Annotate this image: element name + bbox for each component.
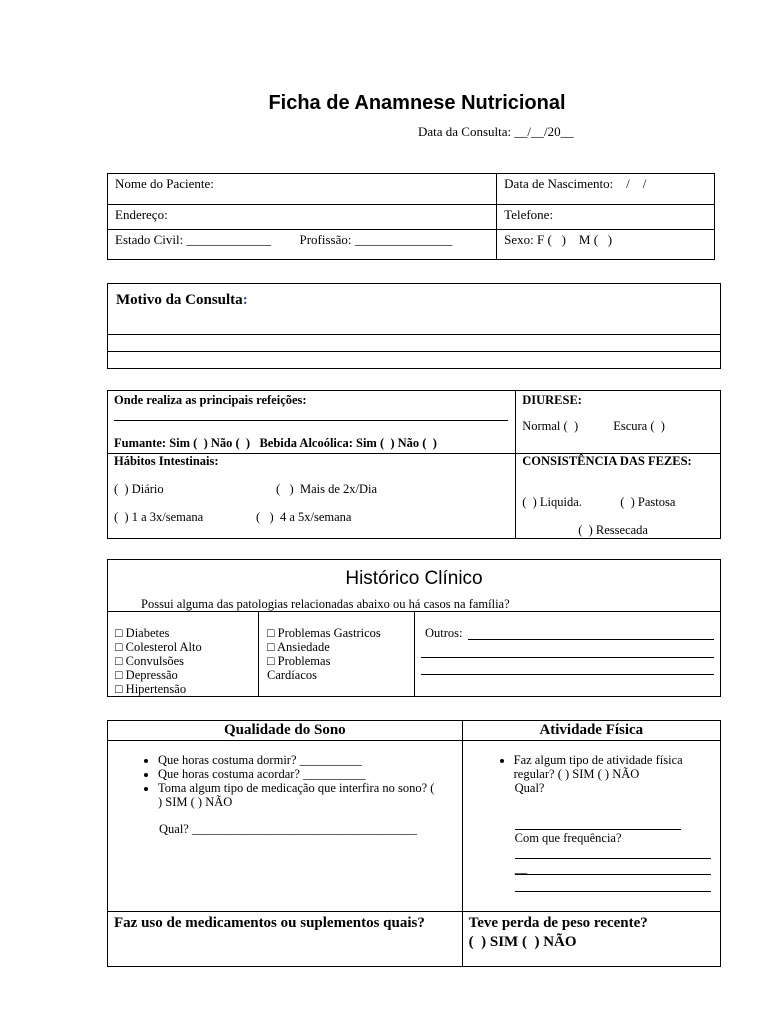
stool-title: CONSISTÊNCIA DAS FEZES: — [522, 454, 692, 468]
opt-more-than-2[interactable]: ( ) Mais de 2x/Dia — [276, 482, 378, 496]
others-line-3[interactable] — [421, 674, 714, 675]
frequency-line-3[interactable] — [515, 891, 711, 892]
meals-label: Onde realiza as principais refeições: — [114, 393, 307, 407]
motive-line-2[interactable] — [108, 352, 721, 369]
weight-loss-label: Teve perda de peso recente? — [468, 915, 648, 931]
diuresis-cell[interactable] — [516, 391, 721, 454]
address-field[interactable]: Endereço: — [108, 205, 497, 230]
profession-label: Profissão: _______________ — [299, 232, 453, 247]
stool-cell — [516, 454, 721, 539]
sleep-which[interactable]: Qual? ____________________________________ — [159, 822, 417, 836]
opt-1-to-3[interactable]: ( ) 1 a 3x/semana — [114, 510, 204, 524]
medications-label: Faz uso de medicamentos ou suplementos quais? — [114, 915, 425, 931]
sleep-q-medication[interactable]: • Toma algum tipo de medicação que interfira no sono? ( ) SIM ( ) NÃO — [158, 781, 442, 809]
activity-frequency[interactable]: Com que frequência? — [514, 831, 622, 845]
pathology-diabetes[interactable]: □ Diabetes — [115, 626, 170, 640]
history-question: Possui alguma das patologias relacionadas abaixo ou há casos na família? — [141, 597, 510, 611]
activity-title: Atividade Física — [462, 721, 720, 741]
medications-cell[interactable] — [108, 912, 463, 967]
opt-daily[interactable]: ( ) Diário — [114, 482, 164, 496]
pathology-anxiety[interactable]: □ Ansiedade — [267, 640, 330, 654]
patient-name-field[interactable]: Nome do Paciente: — [108, 174, 497, 205]
sleep-q-bedtime[interactable]: • Que horas costuma dormir? __________ — [158, 753, 442, 767]
frequency-dash: __ — [514, 861, 528, 875]
sleep-body — [108, 741, 463, 912]
others-line-2[interactable] — [421, 657, 714, 658]
opt-4-to-5[interactable]: ( ) 4 a 5x/semana — [256, 510, 352, 524]
pathology-list-1 — [115, 626, 202, 696]
meals-cell[interactable] — [108, 391, 516, 454]
intestinal-title: Hábitos Intestinais: — [114, 454, 219, 468]
history-col-divider-2 — [414, 611, 415, 696]
habits-table — [107, 390, 721, 539]
pathology-cholesterol[interactable]: □ Colesterol Alto — [115, 640, 202, 654]
others-label: Outros: — [425, 626, 463, 640]
pathology-list-2 — [267, 626, 381, 682]
phone-field[interactable]: Telefone: — [497, 205, 715, 230]
sleep-q-wakeup[interactable]: • Que horas costuma acordar? __________ — [158, 767, 442, 781]
patient-info-table — [107, 173, 715, 260]
diuresis-dark[interactable]: Escura ( ) — [613, 419, 665, 433]
pathology-cardiac[interactable]: □ Problemas — [267, 654, 331, 668]
activity-q-regular[interactable]: • Faz algum tipo de atividade física regular? ( ) SIM ( ) NÃO — [514, 753, 690, 781]
activity-which-line[interactable] — [515, 829, 681, 830]
meals-line — [114, 420, 508, 421]
motive-line-1[interactable] — [108, 335, 721, 352]
pathology-hypertension[interactable]: □ Hipertensão — [115, 682, 187, 696]
activity-which[interactable]: Qual? — [514, 781, 545, 795]
diuresis-normal[interactable]: Normal ( ) — [522, 419, 579, 433]
frequency-line-1[interactable] — [515, 858, 711, 859]
pathology-cardiac-cont: Cardíacos — [267, 668, 317, 682]
weight-loss-options[interactable]: ( ) SIM ( ) NÃO — [468, 934, 577, 950]
civil-profession-field[interactable] — [108, 230, 497, 260]
intestinal-cell — [108, 454, 516, 539]
stool-pasty[interactable]: ( ) Pastosa — [620, 495, 676, 509]
frequency-line-2[interactable] — [515, 874, 711, 875]
others-line-1[interactable] — [468, 639, 714, 640]
stool-dry[interactable]: ( ) Ressecada — [578, 523, 648, 537]
sleep-title: Qualidade do Sono — [108, 721, 463, 741]
pathology-seizures[interactable]: □ Convulsões — [115, 654, 185, 668]
civil-status-label: Estado Civil: _____________ — [115, 232, 271, 247]
motive-table — [107, 283, 721, 369]
pathology-depression[interactable]: □ Depressão — [115, 668, 178, 682]
birth-date-field[interactable]: Data de Nascimento: / / — [497, 174, 715, 205]
clinical-history-box — [107, 559, 721, 697]
sleep-activity-table — [107, 720, 721, 967]
history-col-divider-1 — [258, 611, 259, 696]
diuresis-title: DIURESE: — [522, 393, 582, 407]
weight-loss-cell[interactable] — [462, 912, 720, 967]
consultation-date: Data da Consulta: __/__/20__ — [418, 124, 574, 139]
page-title: Ficha de Anamnese Nutricional — [268, 92, 566, 114]
activity-body — [462, 741, 720, 912]
sex-field[interactable]: Sexo: F ( ) M ( ) — [497, 230, 715, 260]
smoker-alcohol-label: Fumante: Sim ( ) Não ( ) Bebida Alcoólica: Sim ( ) Não ( ) — [114, 436, 437, 450]
pathology-gastric[interactable]: □ Problemas Gastricos — [267, 626, 381, 640]
motive-title: Motivo da Consulta: — [108, 284, 721, 335]
stool-liquid[interactable]: ( ) Liquida. — [522, 495, 582, 509]
history-title: Histórico Clínico — [345, 568, 483, 589]
